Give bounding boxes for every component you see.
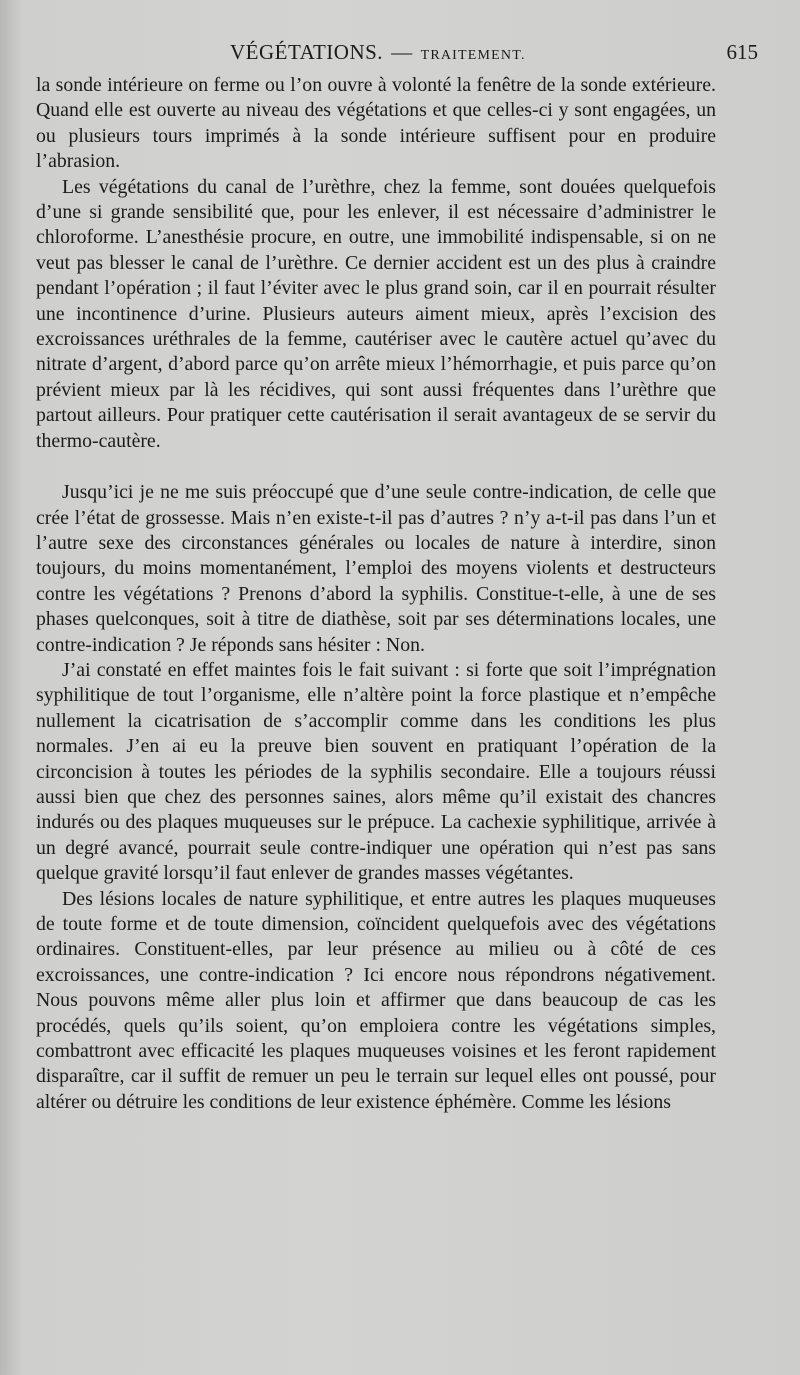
paragraph-local-lesions: Des lésions locales de nature syphilitique, et entre autres les plaques muqueuses de toute forme et de toute dimension, coïncident quelquefois avec des végétations ordinaires. Constituent-elles, par leur présence au milieu ou à côté de ces excroissances, une contre-indication ? Ici encore nous répondrons négativement. Nous pouvons même aller plus loin et affirmer que dans beaucoup de cas les procédés, quels qu’ils soient, qu’on emploiera contre les végétations simples, combattront avec efficacité les plaques muqueuses voisines et les feront rapidement disparaître, car il suffit de remuer un peu le terrain sur lequel elles ont poussé, pour altérer ou détruire les conditions de leur existence éphémère. Comme les lésions: [36, 887, 716, 1113]
section-title: TRAITEMENT.: [420, 48, 526, 63]
chapter-title: VÉGÉTATIONS.: [230, 40, 384, 64]
title-separator: —: [391, 40, 413, 64]
body-text: [36, 73, 716, 1115]
paragraph-contraindication: Jusqu’ici je ne me suis préoccupé que d’une seule contre-indication, de celle que crée l’état de grossesse. Mais n’en existe-t-il pas d’autres ? n’y a-t-il pas dans l’un et l’autre sexe des circonstances générales ou locales de nature à interdire, sinon toujours, du moins momentanément, l’emploi des moyens violents et destructeurs contre les végétations ? Prenons d’abord la syphilis. Constitue-t-elle, à une de ses phases quelconques, soit à titre de diathèse, soit par ses déterminations locales, une contre-indication ? Je réponds sans hésiter : Non.: [36, 481, 716, 656]
paragraph-syphilis-observation: J’ai constaté en effet maintes fois le fait suivant : si forte que soit l’imprégnation syphilitique de tout l’organisme, elle n’altère point la force plastique et n’empêche nullement la cicatrisation de s’accomplir comme dans les conditions les plus normales. J’en ai eu la preuve bien souvent en pratiquant l’opération de la circoncision à toutes les périodes de la syphilis secondaire. Elle a toujours réussi aussi bien que chez des personnes saines, alors même qu’il existait des chancres indurés ou des plaques muqueuses sur le prépuce. La cachexie syphilitique, arrivée à un degré avancé, pourrait seule contre-indiquer une opération qui n’est pas sans quelque gravité lorsqu’il faut enlever de grandes masses végétantes.: [36, 658, 716, 885]
paragraph-continued: la sonde intérieure on ferme ou l’on ouvre à volonté la fenêtre de la sonde extérieure. Quand elle est ouverte au niveau des végétations et que celles-ci y sont engagées, un ou plusieurs tours imprimés à la sonde intérieure suffisent pour en produire l’abrasion.: [36, 74, 716, 173]
page-number: 615: [726, 40, 758, 64]
page-header: [30, 40, 770, 70]
paragraph-urethra: Les végétations du canal de l’urèthre, chez la femme, sont douées quelquefois d’une si grande sensibilité que, pour les enlever, il est nécessaire d’administrer le chloroforme. L’anesthésie procure, en outre, une immobilité indispensable, si on ne veut pas blesser le canal de l’urèthre. Ce dernier accident est un des plus à craindre pendant l’opération ; il faut l’éviter avec le plus grand soin, car il en pourrait résulter une incontinence d’urine. Plusieurs auteurs aiment mieux, après l’excision des excroissances uréthrales de la femme, cautériser avec le cautère actuel qu’avec du nitrate d’argent, d’abord parce qu’on arrête mieux l’hémorrhagie, et puis parce qu’on prévient mieux par là les récidives, qui sont aussi fréquentes dans l’urèthre que partout ailleurs. Pour pratiquer cette cautérisation il serait avantageux de se servir du thermo-cautère.: [36, 175, 716, 452]
running-title: [230, 40, 526, 65]
